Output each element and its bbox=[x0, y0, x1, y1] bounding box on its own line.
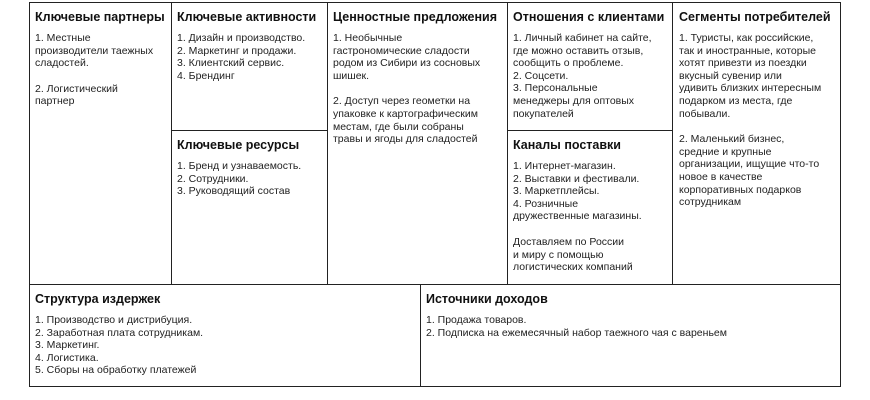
text-line: 2. Маркетинг и продажи. bbox=[177, 44, 297, 57]
paragraph bbox=[679, 133, 839, 209]
text-line: производители таежных bbox=[35, 44, 154, 57]
paragraph bbox=[35, 32, 170, 70]
section-title: Ключевые партнеры bbox=[35, 10, 165, 24]
text-line: партнер bbox=[35, 95, 75, 108]
text-line: шишек. bbox=[333, 69, 370, 82]
paragraph bbox=[333, 32, 505, 82]
text-line: 2. Выставки и фестивали. bbox=[513, 172, 640, 185]
paragraph bbox=[177, 160, 325, 198]
section-title: Ключевые активности bbox=[177, 10, 317, 24]
text-line: так и иностранные, которые bbox=[679, 44, 816, 57]
text-line: корпоративных подарков bbox=[679, 183, 802, 196]
paragraph bbox=[513, 160, 671, 223]
section-title: Отношения с клиентами bbox=[513, 10, 665, 24]
text-line: сообщить о проблеме. bbox=[513, 57, 624, 70]
section-body bbox=[513, 160, 671, 274]
divider-partners-activities bbox=[171, 2, 172, 284]
text-line: 2. Доступ через геометки на bbox=[333, 95, 471, 108]
text-line: 1. Дизайн и производство. bbox=[177, 32, 306, 44]
section-value-propositions bbox=[333, 10, 505, 146]
section-key-activities bbox=[177, 10, 325, 82]
divider-costs-revenue bbox=[420, 284, 421, 386]
text-line: 4. Брендинг bbox=[177, 69, 235, 82]
section-customer-relationships bbox=[513, 10, 671, 120]
border-top bbox=[29, 2, 841, 3]
paragraph bbox=[426, 314, 836, 339]
text-line: гастрономические сладости bbox=[333, 44, 470, 57]
text-line: Доставляем по России bbox=[513, 235, 625, 248]
section-body bbox=[177, 32, 325, 82]
section-body bbox=[35, 32, 170, 108]
section-channels bbox=[513, 138, 671, 274]
paragraph bbox=[35, 83, 170, 108]
text-line: травы и ягоды для сладостей bbox=[333, 133, 478, 146]
section-key-resources bbox=[177, 138, 325, 198]
text-line: организации, ищущие что-то bbox=[679, 158, 820, 171]
text-line: 4. Розничные bbox=[513, 197, 579, 210]
text-line: 1. Личный кабинет на сайте, bbox=[513, 32, 652, 44]
text-line: логистических компаний bbox=[513, 261, 633, 274]
text-line: сладостей. bbox=[35, 57, 89, 70]
section-body bbox=[333, 32, 505, 146]
text-line: дружественные магазины. bbox=[513, 210, 642, 223]
text-line: 1. Бренд и узнаваемость. bbox=[177, 160, 302, 172]
section-customer-segments bbox=[679, 10, 839, 209]
section-title: Структура издержек bbox=[35, 292, 161, 306]
section-title: Сегменты потребителей bbox=[679, 10, 831, 24]
text-line: 3. Руководящий состав bbox=[177, 185, 291, 198]
text-line: 5. Сборы на обработку платежей bbox=[35, 364, 197, 377]
paragraph bbox=[679, 32, 839, 120]
section-cost-structure bbox=[35, 292, 415, 377]
text-line: 1. Туристы, как российские, bbox=[679, 32, 814, 44]
text-line: где можно оставить отзыв, bbox=[513, 44, 644, 57]
paragraph bbox=[513, 236, 671, 274]
section-body bbox=[426, 314, 836, 339]
text-line: 3. Персональные bbox=[513, 82, 598, 95]
divider-activities-resources bbox=[171, 130, 327, 131]
divider-value-relations bbox=[507, 2, 508, 284]
section-body bbox=[679, 32, 839, 209]
section-key-partners bbox=[35, 10, 170, 108]
section-title: Ключевые ресурсы bbox=[177, 138, 300, 152]
text-line: и миру с помощью bbox=[513, 248, 604, 261]
text-line: 1. Продажа товаров. bbox=[426, 314, 527, 326]
paragraph bbox=[513, 32, 671, 120]
text-line: новое в качестве bbox=[679, 170, 763, 183]
divider-middle bbox=[29, 284, 841, 285]
border-right bbox=[840, 2, 841, 387]
paragraph bbox=[333, 95, 505, 145]
text-line: вкусный сувенир или bbox=[679, 69, 782, 82]
text-line: 2. Подписка на ежемесячный набор таежного чая с вареньем bbox=[426, 326, 727, 339]
text-line: 1. Необычные bbox=[333, 32, 403, 44]
text-line: 2. Заработная плата сотрудникам. bbox=[35, 326, 204, 339]
divider-relations-channels bbox=[507, 130, 672, 131]
divider-activities-value bbox=[327, 2, 328, 284]
section-body bbox=[177, 160, 325, 198]
text-line: средние и крупные bbox=[679, 145, 772, 158]
text-line: сотрудникам bbox=[679, 196, 742, 209]
section-revenue-streams bbox=[426, 292, 836, 339]
text-line: 2. Соцсети. bbox=[513, 69, 569, 82]
text-line: 3. Клиентский сервис. bbox=[177, 57, 285, 70]
text-line: 2. Логистический bbox=[35, 82, 118, 95]
divider-relations-segments bbox=[672, 2, 673, 284]
border-bottom bbox=[29, 386, 841, 387]
text-line: местам, где были собраны bbox=[333, 120, 464, 133]
paragraph bbox=[35, 314, 415, 377]
border-left bbox=[29, 2, 30, 387]
section-title: Ценностные предложения bbox=[333, 10, 498, 24]
text-line: упаковке к картографическим bbox=[333, 107, 478, 120]
section-title: Источники доходов bbox=[426, 292, 548, 306]
section-title: Каналы поставки bbox=[513, 138, 621, 152]
text-line: хотят привезти из поездки bbox=[679, 57, 807, 70]
paragraph bbox=[177, 32, 325, 82]
text-line: родом из Сибири из сосновых bbox=[333, 57, 481, 70]
text-line: 3. Маркетплейсы. bbox=[513, 185, 600, 198]
section-body bbox=[513, 32, 671, 120]
text-line: 1. Производство и дистрибуция. bbox=[35, 314, 193, 326]
text-line: менеджеры для оптовых bbox=[513, 94, 635, 107]
text-line: 2. Маленький бизнес, bbox=[679, 133, 785, 146]
section-body bbox=[35, 314, 415, 377]
text-line: 2. Сотрудники. bbox=[177, 172, 249, 185]
text-line: 1. Местные bbox=[35, 32, 91, 44]
text-line: 4. Логистика. bbox=[35, 351, 99, 364]
text-line: подарком из места, где bbox=[679, 94, 793, 107]
text-line: 3. Маркетинг. bbox=[35, 339, 100, 352]
text-line: побывали. bbox=[679, 107, 731, 120]
text-line: покупателей bbox=[513, 107, 574, 120]
text-line: удивить близких интересным bbox=[679, 82, 822, 95]
text-line: 1. Интернет-магазин. bbox=[513, 160, 616, 172]
